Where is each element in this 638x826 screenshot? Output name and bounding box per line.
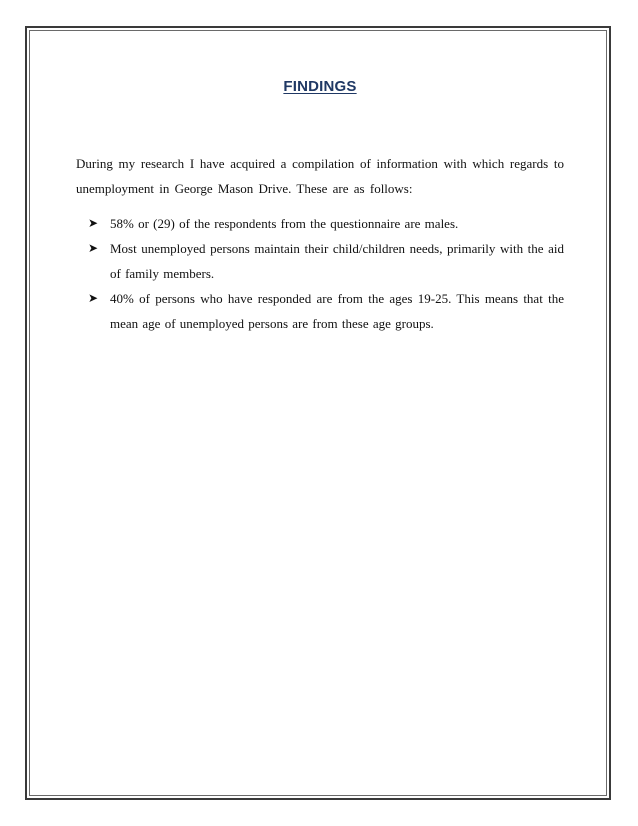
list-item [88, 236, 564, 286]
intro-paragraph: During my research I have acquired a compilation of information with which regards to unemployment in George Mason Drive. These are as follows: [76, 156, 564, 196]
list-item [88, 286, 564, 336]
finding-text: Most unemployed persons maintain their child/children needs, primarily with the aid of family members. [110, 241, 564, 281]
finding-text: 40% of persons who have responded are from the ages 19-25. This means that the mean age of unemployed persons are from these age groups. [110, 291, 564, 331]
list-item [88, 211, 564, 236]
finding-text: 58% or (29) of the respondents from the questionnaire are males. [110, 216, 459, 231]
page-title: FINDINGS [283, 78, 357, 95]
findings-list [76, 211, 564, 336]
document-body [76, 70, 564, 336]
arrowhead-bullet-icon: ➤ [88, 216, 99, 230]
arrowhead-bullet-icon: ➤ [88, 291, 99, 305]
arrowhead-bullet-icon: ➤ [88, 241, 99, 255]
